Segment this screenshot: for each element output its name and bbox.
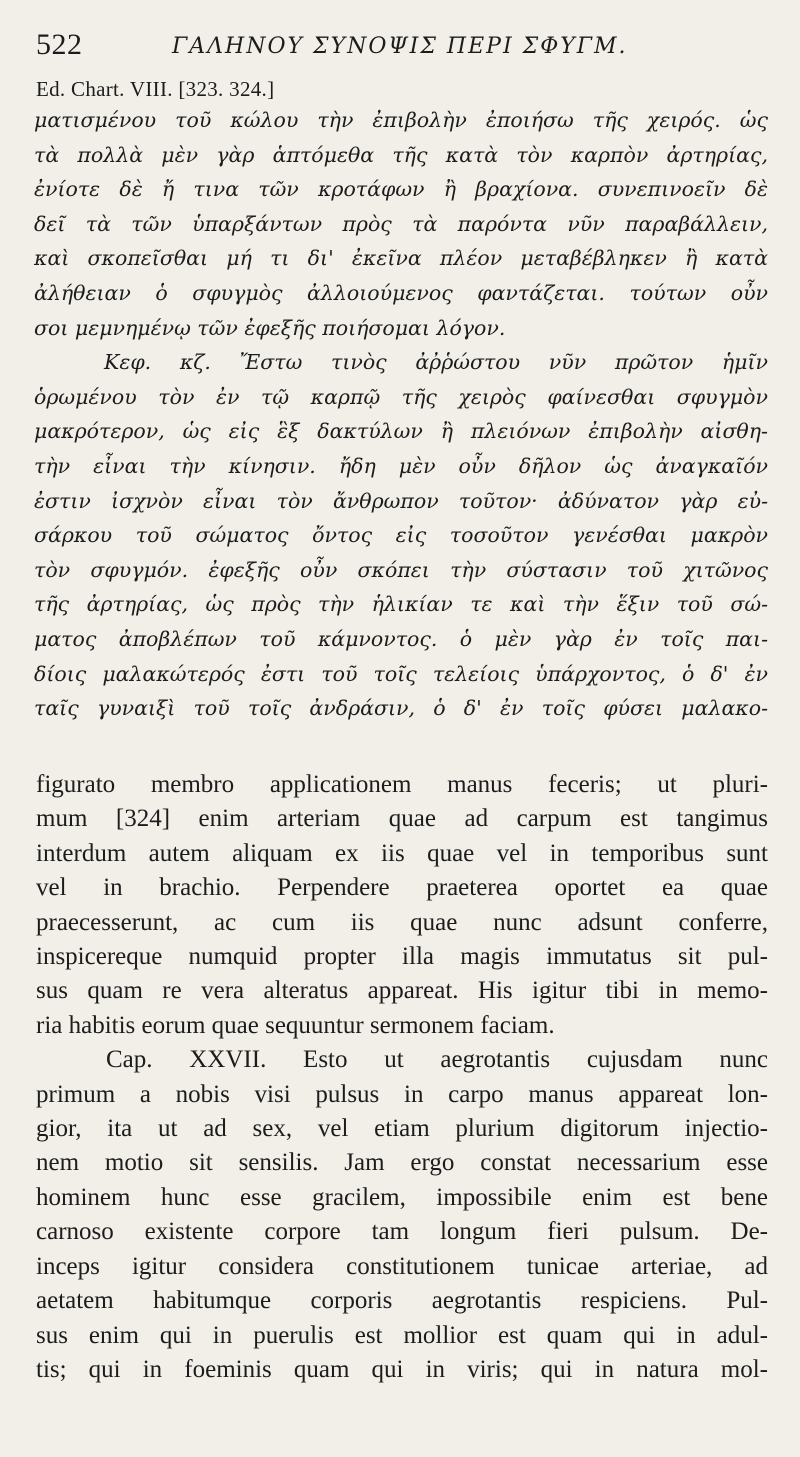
greek-line: δίοις μαλακώτερός ἐστι τοῦ τοῖς τελείοις ὑπάρχοντος, ὁ δ' ἐν <box>34 661 768 686</box>
latin-line: carnoso existente corpore tam longum fieri pulsum. De- <box>36 1218 768 1246</box>
latin-line: mum [324] enim arteriam quae ad carpum est tangimus <box>36 805 768 833</box>
greek-line: μακρότερον, ὡς εἰς ἓξ δακτύλων ἢ πλειόνων ἐπιβολὴν αἰσθη- <box>34 419 768 444</box>
greek-line: τὸν σφυγμόν. ἐφεξῆς οὖν σκόπει τὴν σύστασιν τοῦ χιτῶνος <box>34 557 768 582</box>
greek-line: σάρκου τοῦ σώματος ὄντος εἰς τοσοῦτον γενέσθαι μακρὸν <box>34 523 768 548</box>
greek-line: τὴν εἶναι τὴν κίνησιν. ἤδη μὲν οὖν δῆλον ὡς ἀναγκαῖόν <box>34 453 768 478</box>
greek-line: ταῖς γυναιξὶ τοῦ τοῖς ἀνδράσιν, ὁ δ' ἐν τοῖς φύσει μαλακο- <box>34 696 768 721</box>
greek-text-block <box>34 103 768 726</box>
greek-chapter-heading-line: Κεφ. κζ. Ἔστω τινὸς ἀῤῥώστου νῦν πρῶτον ἡμῖν <box>104 350 768 375</box>
latin-line: inceps igitur considera constitutionem tunicae arteriae, ad <box>36 1252 768 1280</box>
greek-line: σοι μεμνημένῳ τῶν ἐφεξῆς ποιήσομαι λόγον. <box>34 315 506 340</box>
latin-line: inspicereque numquid propter illa magis immutatus sit pul- <box>36 943 768 971</box>
page-number: 522 <box>36 28 83 61</box>
greek-line: τὰ πολλὰ μὲν γὰρ ἁπτόμεθα τῆς κατὰ τὸν καρπὸν ἀρτηρίας, <box>34 142 768 167</box>
running-title: ΓΑΛΗΝΟΥ ΣΥΝΟΨΙΣ ΠΕΡΙ ΣΦΥΓΜ. <box>172 34 628 59</box>
greek-line: ἐστιν ἰσχνὸν εἶναι τὸν ἄνθρωπον τοῦτον· ἀδύνατον γὰρ εὐ- <box>34 488 768 513</box>
latin-line: figurato membro applicationem manus feceris; ut pluri- <box>36 771 768 798</box>
latin-line: primum a nobis visi pulsus in carpo manus appareat lon- <box>36 1080 768 1108</box>
latin-text-block <box>36 768 768 1387</box>
greek-line: ματος ἀποβλέπων τοῦ κάμνοντος. ὁ μὲν γὰρ ἐν τοῖς παι- <box>34 626 768 651</box>
greek-line: ἐνίοτε δὲ ἤ τινα τῶν κροτάφων ἢ βραχίονα. συνεπινοεῖν δὲ <box>34 177 768 202</box>
latin-line: hominem hunc esse gracilem, impossibile enim est bene <box>36 1183 768 1211</box>
greek-line: δεῖ τὰ τῶν ὑπαρξάντων πρὸς τὰ παρόντα νῦν παραβάλλειν, <box>34 211 768 236</box>
latin-line: nem motio sit sensilis. Jam ergo constat necessarium esse <box>36 1149 768 1177</box>
latin-line: tis; qui in foeminis quam qui in viris; qui in natura mol- <box>36 1355 768 1383</box>
latin-chapter-heading-line: Cap. XXVII. Esto ut aegrotantis cujusdam nunc <box>106 1046 768 1074</box>
latin-line: vel in brachio. Perpendere praeterea oportet ea quae <box>36 874 768 902</box>
greek-line: καὶ σκοπεῖσθαι μή τι δι' ἐκεῖνα πλέον μεταβέβληκεν ἢ κατὰ <box>34 246 768 271</box>
latin-line: gior, ita ut ad sex, vel etiam plurium digitorum injectio- <box>36 1115 768 1143</box>
edition-reference: Ed. Chart. VIII. [323. 324.] <box>36 77 275 101</box>
greek-line: ὁρωμένου τὸν ἐν τῷ καρπῷ τῆς χειρὸς φαίνεσθαι σφυγμὸν <box>34 384 768 409</box>
latin-line: sus quam re vera alteratus appareat. His igitur tibi in memo- <box>36 977 768 1005</box>
latin-line: aetatem habitumque corporis aegrotantis respiciens. Pul- <box>36 1287 768 1315</box>
latin-line: interdum autem aliquam ex iis quae vel in temporibus sunt <box>36 839 768 867</box>
page-header <box>36 28 766 68</box>
latin-line: praecesserunt, ac cum iis quae nunc adsunt conferre, <box>36 908 768 936</box>
greek-line: ματισμένου τοῦ κώλου τὴν ἐπιβολὴν ἐποιήσω τῆς χειρός. ὡς <box>34 108 768 132</box>
greek-line: τῆς ἀρτηρίας, ὡς πρὸς τὴν ἡλικίαν τε καὶ τὴν ἕξιν τοῦ σώ- <box>34 592 768 617</box>
latin-line: ria habitis eorum quae sequuntur sermonem faciam. <box>36 1011 555 1039</box>
latin-line: sus enim qui in puerulis est mollior est quam qui in adul- <box>36 1321 768 1349</box>
greek-line: ἀλήθειαν ὁ σφυγμὸς ἀλλοιούμενος φαντάζεται. τούτων οὖν <box>34 280 768 305</box>
